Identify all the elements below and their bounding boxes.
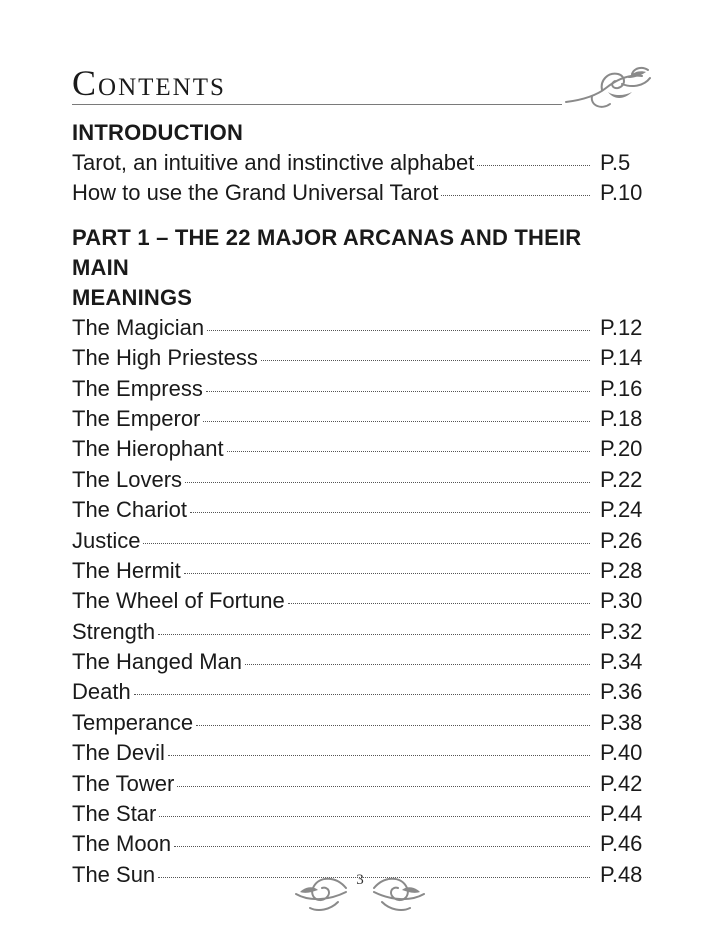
toc-entry (72, 556, 644, 586)
entry-page-ref: P.12 (600, 314, 643, 340)
dot-leader (158, 634, 590, 635)
entry-page-ref: P.34 (600, 649, 643, 675)
section-part-1 (72, 223, 644, 890)
toc-entry (72, 617, 644, 647)
dot-leader (185, 482, 590, 483)
toc-entry (72, 313, 644, 343)
section-heading-continued: MEANINGS (72, 284, 193, 310)
entry-page-ref: P.5 (600, 150, 631, 175)
entry-page-ref: P.22 (600, 466, 643, 492)
entry-title: The High Priestess (72, 345, 258, 371)
dot-leader (206, 391, 590, 392)
dot-leader (207, 330, 590, 331)
dot-leader (196, 725, 590, 726)
entry-page-ref: P.30 (600, 588, 643, 614)
section-introduction (72, 118, 644, 209)
toc-entry (72, 374, 644, 404)
dot-leader (174, 846, 590, 847)
dot-leader (245, 664, 590, 665)
page-title: Contents (72, 63, 226, 103)
entry-page-ref: P.26 (600, 527, 643, 553)
toc-entry (72, 769, 644, 799)
entry-page-ref: P.48 (600, 861, 643, 887)
toc-entry (72, 526, 644, 556)
dot-leader (184, 573, 590, 574)
dot-leader (134, 694, 590, 695)
dot-leader (159, 816, 590, 817)
entry-title: The Chariot (72, 497, 187, 523)
entry-title: The Sun (72, 861, 156, 887)
entry-title: How to use the Grand Universal Tarot (72, 180, 439, 206)
entry-page-ref: P.20 (600, 436, 643, 462)
entry-title: The Magician (72, 314, 205, 340)
entry-title: The Devil (72, 740, 165, 766)
entry-page-ref: P.18 (600, 405, 643, 431)
entry-page-ref: P.24 (600, 497, 643, 523)
dot-leader (177, 786, 590, 787)
entry-title: The Hierophant (72, 436, 224, 462)
entry-page-ref: P.42 (600, 770, 643, 796)
toc-entry (72, 178, 644, 208)
title-divider (72, 104, 562, 105)
page-number: 3 (356, 872, 364, 888)
table-of-contents (72, 118, 644, 890)
toc-entry (72, 404, 644, 434)
entry-page-ref: P.44 (600, 801, 643, 827)
dot-leader (288, 603, 590, 604)
toc-entry (72, 586, 644, 616)
entry-page-ref: P.36 (600, 679, 643, 705)
entry-page-ref: P.32 (600, 618, 643, 644)
toc-entry (72, 738, 644, 768)
toc-entry (72, 647, 644, 677)
entry-title: Death (72, 679, 131, 705)
dot-leader (168, 755, 590, 756)
entry-title: The Star (72, 801, 157, 827)
entry-title: The Empress (72, 375, 203, 401)
entry-title: The Emperor (72, 405, 201, 431)
entry-title: Justice (72, 527, 141, 553)
toc-entry (72, 148, 644, 178)
entry-title: The Moon (72, 831, 172, 857)
toc-entry (72, 677, 644, 707)
entry-page-ref: P.46 (600, 831, 643, 857)
toc-entry (72, 495, 644, 525)
toc-entry (72, 343, 644, 373)
entry-title: Strength (72, 618, 156, 644)
dot-leader (441, 195, 590, 196)
section-heading: PART 1 – THE 22 MAJOR ARCANAS AND THEIR MAIN (72, 224, 582, 280)
entry-page-ref: P.38 (600, 709, 643, 735)
entry-title: The Tower (72, 770, 175, 796)
entry-title: The Wheel of Fortune (72, 588, 285, 614)
entry-page-ref: P.14 (600, 345, 643, 371)
dot-leader (261, 360, 590, 361)
toc-entry (72, 465, 644, 495)
entry-title: Tarot, an intuitive and instinctive alphabet (72, 150, 475, 175)
section-heading: INTRODUCTION (72, 120, 244, 145)
entry-title: The Hermit (72, 557, 181, 583)
dot-leader (477, 165, 590, 166)
dot-leader (227, 451, 590, 452)
dot-leader (143, 543, 590, 544)
dot-leader (203, 421, 590, 422)
entry-title: Temperance (72, 709, 194, 735)
entry-page-ref: P.10 (600, 180, 643, 206)
floral-flourish-icon (562, 62, 654, 112)
section-spacer (72, 209, 644, 223)
entry-title: The Lovers (72, 466, 183, 492)
toc-entry (72, 708, 644, 738)
dot-leader (190, 512, 590, 513)
entry-page-ref: P.40 (600, 740, 643, 766)
toc-entry (72, 799, 644, 829)
entry-page-ref: P.16 (600, 375, 643, 401)
toc-entry (72, 829, 644, 859)
entry-page-ref: P.28 (600, 557, 643, 583)
toc-entry (72, 434, 644, 464)
entry-list (72, 313, 644, 890)
entry-title: The Hanged Man (72, 649, 242, 675)
